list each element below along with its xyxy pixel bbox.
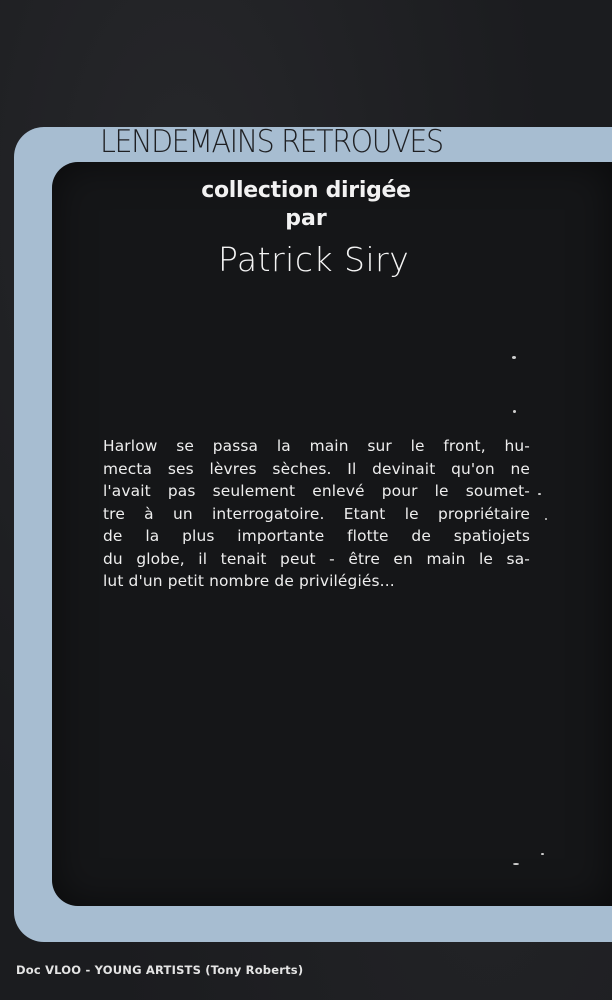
- blurb-line: tre à un interrogatoire. Etant le propriétaire: [103, 504, 530, 523]
- blurb-line: lut d'un petit nombre de privilégiés...: [103, 572, 395, 590]
- dust-speck: [545, 518, 547, 520]
- collection-label: [0, 178, 612, 203]
- blurb-line: Harlow se passa la main sur le front, hu-: [103, 437, 530, 455]
- dust-speck: [541, 853, 544, 855]
- director-name: Patrick Siry: [218, 240, 410, 279]
- blurb-line: du globe, il tenait peut - être en main le sa-: [103, 549, 530, 568]
- par-label: [0, 206, 612, 231]
- blurb-paragraph: [103, 435, 530, 593]
- blurb-line: de la plus importante flotte de spatiojets: [103, 527, 530, 545]
- blurb-line: l'avait pas seulement enlevé pour le soumet-: [103, 482, 530, 500]
- series-title: LENDEMAINS RETROUVES: [100, 124, 443, 160]
- dust-speck: [513, 863, 519, 865]
- cover-credit: Doc VLOO - YOUNG ARTISTS (Tony Roberts): [16, 963, 304, 977]
- par-label-text: par: [285, 206, 327, 231]
- collection-label-text: collection dirigée: [201, 178, 411, 203]
- dust-speck: [513, 410, 516, 413]
- blurb-line: mecta ses lèvres sèches. Il devinait qu'on ne: [103, 459, 530, 478]
- dust-speck: [512, 356, 516, 359]
- dust-speck: [538, 493, 541, 495]
